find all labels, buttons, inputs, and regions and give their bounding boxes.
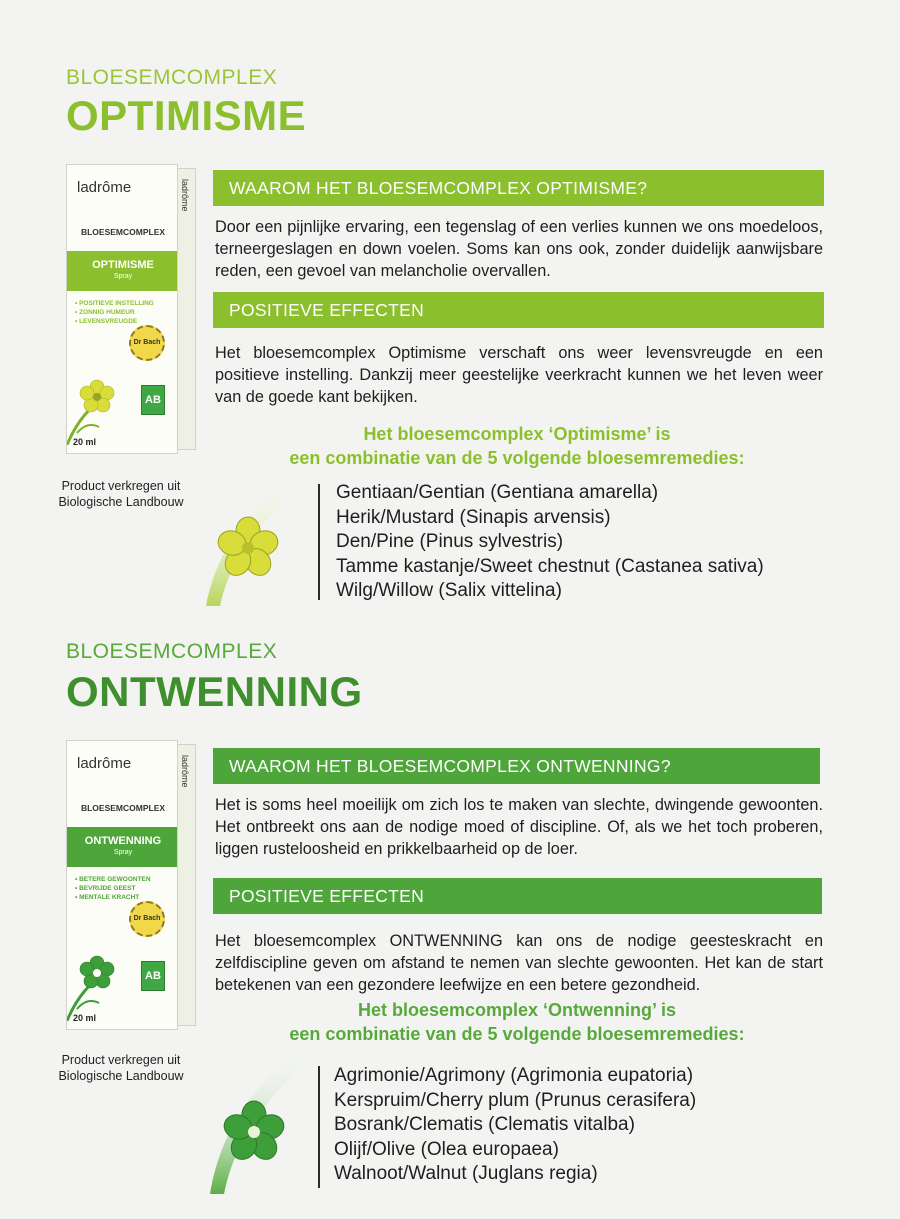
product-box-side [178, 744, 196, 1026]
dr-bach-seal: Dr Bach [129, 901, 165, 937]
combination-line: Het bloesemcomplex ‘Ontwenning’ is [357, 1000, 677, 1020]
product-benefit: • MENTALE KRACHT [75, 894, 140, 901]
product-box-side [178, 168, 196, 450]
caption-line: Product verkregen uit [61, 479, 181, 493]
combination-line: een combinatie van de 5 volgende bloesemremedies: [289, 1024, 745, 1044]
why-heading-bar: WAAROM HET BLOESEMCOMPLEX OPTIMISME? [213, 170, 824, 206]
section-kicker: BLOESEMCOMPLEX [66, 66, 278, 89]
product-box-front [66, 164, 178, 454]
product-benefit: • BETERE GEWOONTEN [75, 876, 151, 883]
section-kicker: BLOESEMCOMPLEX [66, 640, 278, 663]
product-form: Spray [113, 273, 133, 280]
remedy-item: Tamme kastanje/Sweet chestnut (Castanea sativa) [336, 555, 764, 577]
list-divider [318, 1066, 320, 1188]
product-name: ONTWENNING [84, 835, 162, 847]
remedy-item: Walnoot/Walnut (Juglans regia) [334, 1163, 598, 1185]
effects-text: Het bloesemcomplex Optimisme verschaft ons weer levensvreugde en een positieve instelling. Dankzij meer geestelijke veerkracht kunnen we het leven weer van de goede kant bekijken. [215, 344, 823, 406]
floral-illustration [67, 941, 137, 1021]
brand-logo-side: ladrôme [180, 179, 190, 212]
remedies-list [336, 481, 764, 604]
list-divider [318, 484, 320, 600]
product-box [66, 740, 196, 1030]
brand-logo-side: ladrôme [180, 755, 190, 788]
organic-ab-logo: AB [141, 961, 165, 991]
section-title: ONTWENNING [66, 668, 363, 715]
remedy-item: Den/Pine (Pinus sylvestris) [336, 531, 564, 553]
product-name-band [67, 251, 178, 291]
remedy-item: Kerspruim/Cherry plum (Prunus cerasifera) [334, 1089, 697, 1111]
product-name: OPTIMISME [92, 259, 154, 271]
brand-logo: ladrôme [77, 179, 132, 196]
product-box [66, 164, 196, 454]
section-title: OPTIMISME [66, 92, 307, 139]
remedy-item: Herik/Mustard (Sinapis arvensis) [336, 506, 611, 528]
product-benefit: • BEVRIJDE GEEST [75, 885, 136, 892]
product-volume: 20 ml [73, 437, 97, 447]
product-benefits [75, 875, 151, 902]
why-heading-bar: WAAROM HET BLOESEMCOMPLEX ONTWENNING? [213, 748, 820, 784]
remedies-list [334, 1064, 696, 1187]
floral-illustration [67, 365, 137, 445]
dr-bach-seal: Dr Bach [129, 325, 165, 361]
brand-logo: ladrôme [77, 755, 132, 772]
organic-ab-logo: AB [141, 385, 165, 415]
effects-heading-bar: POSITIEVE EFFECTEN [213, 292, 824, 328]
flower-decoration [200, 1034, 320, 1204]
section-ontwenning [0, 620, 900, 1219]
caption-line: Product verkregen uit [61, 1053, 181, 1067]
product-form: Spray [113, 849, 133, 856]
effects-heading-bar: POSITIEVE EFFECTEN [213, 878, 822, 914]
product-benefit: • POSITIEVE INSTELLING [75, 300, 154, 307]
remedy-item: Gentiaan/Gentian (Gentiana amarella) [336, 482, 659, 503]
product-benefit: • LEVENSVREUGDE [75, 318, 138, 325]
product-benefits [75, 299, 154, 326]
product-box-front [66, 740, 178, 1030]
remedy-item: Agrimonie/Agrimony (Agrimonia eupatoria) [334, 1065, 694, 1086]
why-text: Het is soms heel moeilijk om zich los te maken van slechte, dwingende gewoonten. Het ontbreekt ons aan de nodige moed of discipline. Of, als we het toch proberen, liggen rusteloosheid en prikkelbaarheid op de loer. [215, 796, 823, 858]
product-volume: 20 ml [73, 1013, 97, 1023]
combination-line: Het bloesemcomplex ‘Optimisme’ is [363, 424, 671, 444]
remedy-item: Olijf/Olive (Olea europaea) [334, 1138, 559, 1160]
combination-line: een combinatie van de 5 volgende bloesemremedies: [289, 448, 745, 468]
product-line: BLOESEMCOMPLEX [80, 803, 166, 813]
remedy-item: Wilg/Willow (Salix vittelina) [336, 580, 562, 602]
product-caption [46, 478, 196, 510]
product-name-band [67, 827, 178, 867]
product-caption [46, 1052, 196, 1084]
why-text: Door een pijnlijke ervaring, een tegenslag of een verlies kunnen we ons moedeloos, terneergeslagen en down voelen. Soms kan ons ook, zonder duidelijk aanwijsbare reden, een gevoel van melancholie overvallen. [215, 218, 823, 280]
flower-decoration [196, 458, 316, 618]
remedy-item: Bosrank/Clematis (Clematis vitalba) [334, 1114, 635, 1136]
caption-line: Biologische Landbouw [58, 495, 184, 509]
effects-text: Het bloesemcomplex ONTWENNING kan ons de nodige geesteskracht en zelfdiscipline geven om afstand te nemen van slechte gewoonten. Het kan de start betekenen van een gezondere leefwijze en een betere gezondheid. [215, 932, 823, 994]
product-line: BLOESEMCOMPLEX [80, 227, 166, 237]
product-benefit: • ZONNIG HUMEUR [75, 309, 135, 316]
caption-line: Biologische Landbouw [58, 1069, 184, 1083]
